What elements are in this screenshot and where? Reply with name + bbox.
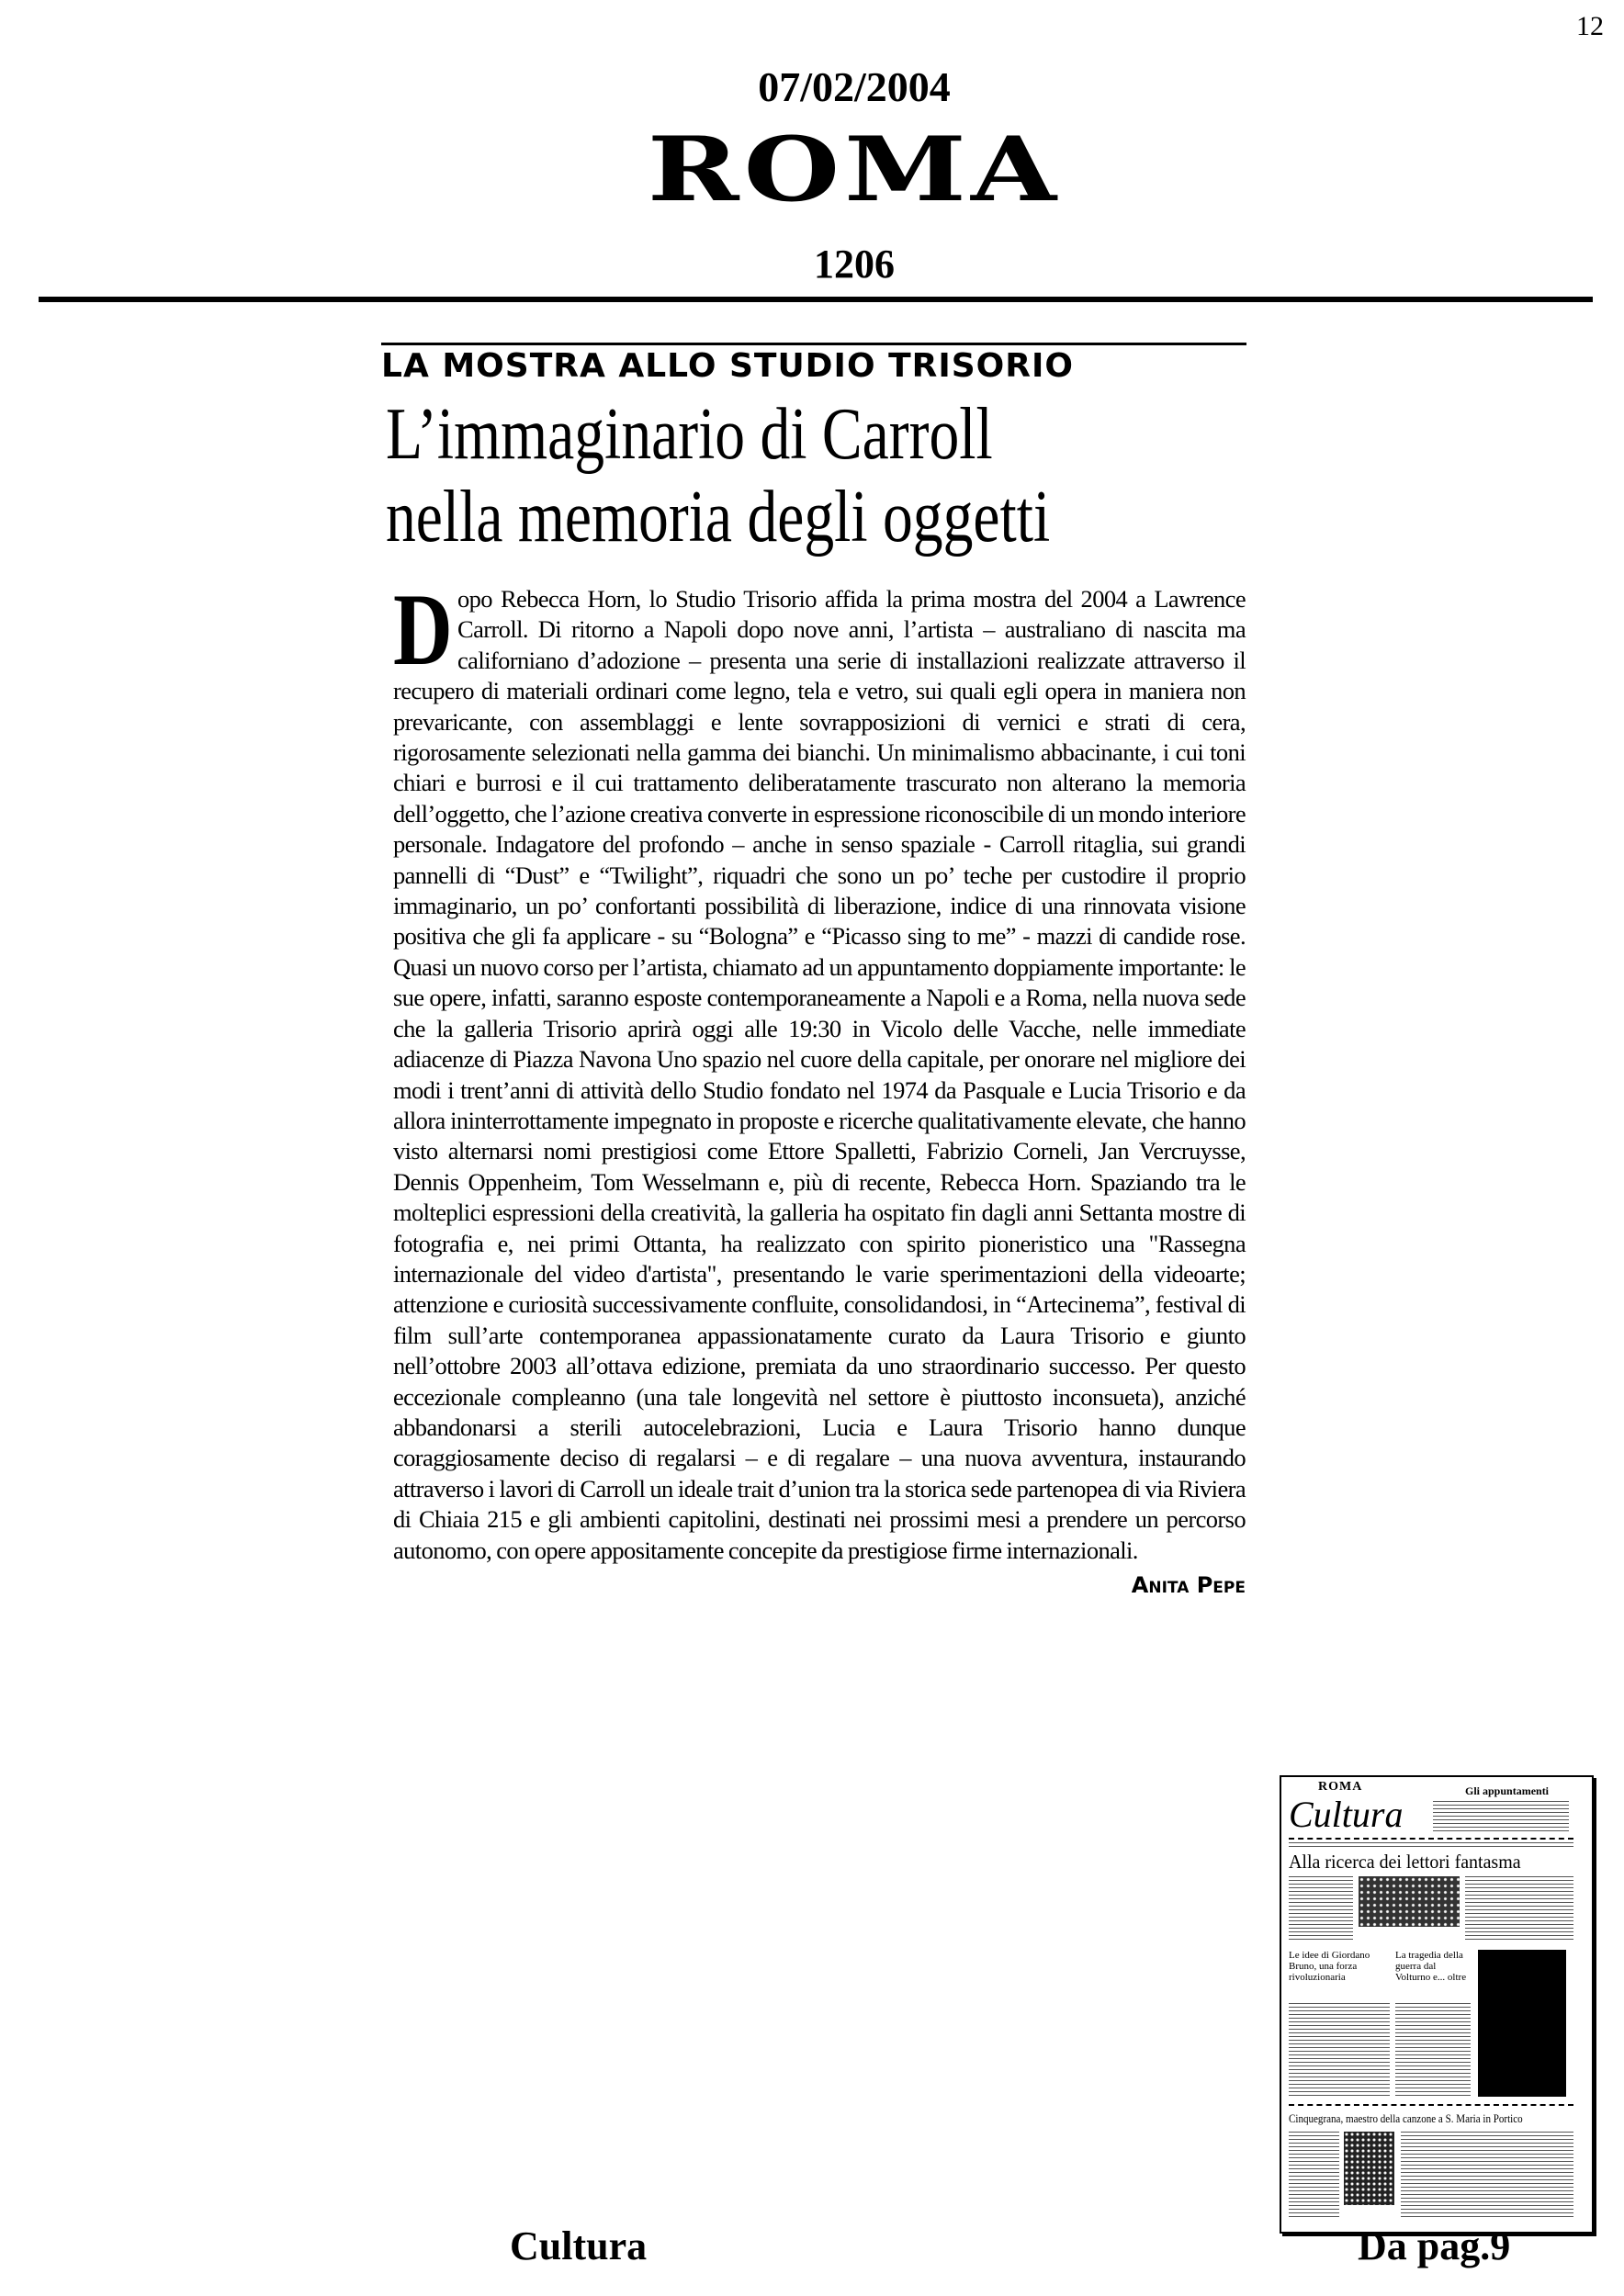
- article-headline: [386, 393, 1109, 558]
- article-byline: Anita Pepe: [1131, 1572, 1246, 1598]
- drop-cap: D: [393, 573, 453, 687]
- thumb-box-title: Gli appuntamenti: [1465, 1784, 1550, 1797]
- thumb-masthead: ROMA: [1318, 1780, 1363, 1794]
- thumb-main-headline: Alla ricerca dei lettori fantasma: [1289, 1851, 1521, 1873]
- thumb-section-logo: Cultura: [1289, 1794, 1404, 1835]
- thumb-text-block: [1289, 1876, 1353, 1942]
- thumb-text-block: [1433, 1801, 1569, 1832]
- thumb-photo: [1344, 2132, 1394, 2205]
- thumb-text-block: [1289, 1842, 1573, 1848]
- headline-line-2: nella memoria degli oggetti: [386, 477, 1051, 557]
- article-body: [393, 573, 1246, 1566]
- thumb-text-block: [1395, 2003, 1471, 2097]
- newspaper-masthead: ROMA: [647, 118, 1062, 221]
- thumb-divider: [1289, 1838, 1573, 1840]
- kicker-rule: [381, 343, 1246, 345]
- thumb-black-image: [1478, 1950, 1566, 2097]
- thumb-divider: [1289, 2104, 1573, 2106]
- thumb-story3-headline: La tragedia della guerra dal Volturno e... oltre: [1395, 1950, 1467, 1983]
- thumb-photo: [1359, 1876, 1460, 1927]
- thumb-story2-headline: Le idee di Giordano Bruno, una forza rivoluzionaria: [1289, 1950, 1370, 1983]
- article-text: opo Rebecca Horn, lo Studio Trisorio affida la prima mostra del 2004 a Lawrence Carroll. Di ritorno a Napoli dopo nove anni, l’artista – australiano di nascita ma californiano d’adozione – presenta una serie di installazioni realizzate attraverso il recupero di materiali ordinari come legno, tela e vetro, sui quali egli opera in maniera non prevaricante, con assemblaggi e lente sovrapposizioni di vernici e strati di cera, rigorosamente selezionati nella gamma dei bianchi. Un minimalismo abbacinante, i cui toni chiari e burrosi e il cui trattamento deliberatamente trascurato non alterano la memoria dell’oggetto, che l’azione creativa converte in espressione riconoscibile di un mondo interiore personale. Indagatore del profondo – anche in senso spaziale - Carroll ritaglia, sui grandi pannelli di “Dust” e “Twilight”, riquadri che sono un po’ teche per custodire il proprio immaginario, un po’ confortanti possibilità di liberazione, indice di una rinnovata visione positiva che gli fa applicare - su “Bologna” e “Picasso sing to me” - mazzi di candide rose. Quasi un nuovo corso per l’artista, chiamato ad un appuntamento doppiamente importante: le sue opere, infatti, saranno esposte contemporaneamente a Napoli e a Roma, nella nuova sede che la galleria Trisorio aprirà oggi alle 19:30 in Vicolo delle Vacche, nelle immediate adiacenze di Piazza Navona Uno spazio nel cuore della capitale, per onorare nel migliore dei modi i trent’anni di attività dello Studio fondato nel 1974 da Pasquale e Lucia Trisorio e da allora ininterrottamente impegnato in proposte e ricerche qualitativamente elevate, che hanno visto alternarsi nomi prestigiosi come Ettore Spalletti, Fabrizio Corneli, Jan Vercruysse, Dennis Oppenheim, Tom Wesselmann e, più di recente, Rebecca Horn. Spaziando tra le molteplici espressioni della creatività, la galleria ha ospitato fin dagli anni Settanta mostre di fotografia e, nei primi Ottanta, ha realizzato con spirito pioneristico una "Rassegna internazionale del video d'artista", presentando le varie sperimentazioni della videoarte; attenzione e curiosità successivamente confluite, consolidandosi, in “Artecinema”, festival di film sull’arte contemporanea appassionatamente curato da Laura Trisorio e giunto nell’ottobre 2003 all’ottava edizione, premiata da uno straordinario successo. Per questo eccezionale compleanno (una tale longevità nel settore è piuttosto inconsueta), anziché abbandonarsi a sterili autocelebrazioni, Lucia e Laura Trisorio hanno dunque coraggiosamente deciso di regalarsi – e di regalare – una nuova avventura, instaurando attraverso i lavori di Carroll un ideale trait d’union tra la storica sede partenopea di via Riviera di Chiaia 215 e gli ambienti capitolini, destinati nei prossimi mesi a prendere un percorso autonomo, con opere appositamente concepite da prestigiose firme internazionali.: [393, 585, 1246, 1564]
- thumb-text-block: [1289, 2132, 1339, 2219]
- thumb-text-block: [1401, 2132, 1573, 2219]
- thumb-text-block: [1289, 2003, 1390, 2097]
- issue-code: 1206: [814, 242, 895, 287]
- footer-from-page: Da pag.9: [1358, 2223, 1511, 2268]
- page-number: 12: [1576, 11, 1604, 41]
- footer-section-label: Cultura: [510, 2223, 648, 2268]
- section-page-thumbnail: [1280, 1775, 1594, 2234]
- article-column: [393, 573, 1246, 1599]
- thumb-story4-headline: Cinquegrana, maestro della canzone a S. Maria in Portico: [1289, 2111, 1523, 2125]
- headline-line-1: L’immaginario di Carroll: [386, 394, 993, 475]
- thumb-text-block: [1465, 1876, 1573, 1942]
- publication-date: 07/02/2004: [758, 63, 951, 110]
- article-kicker: LA MOSTRA ALLO STUDIO TRISORIO: [381, 347, 1075, 385]
- header-divider: [39, 297, 1593, 302]
